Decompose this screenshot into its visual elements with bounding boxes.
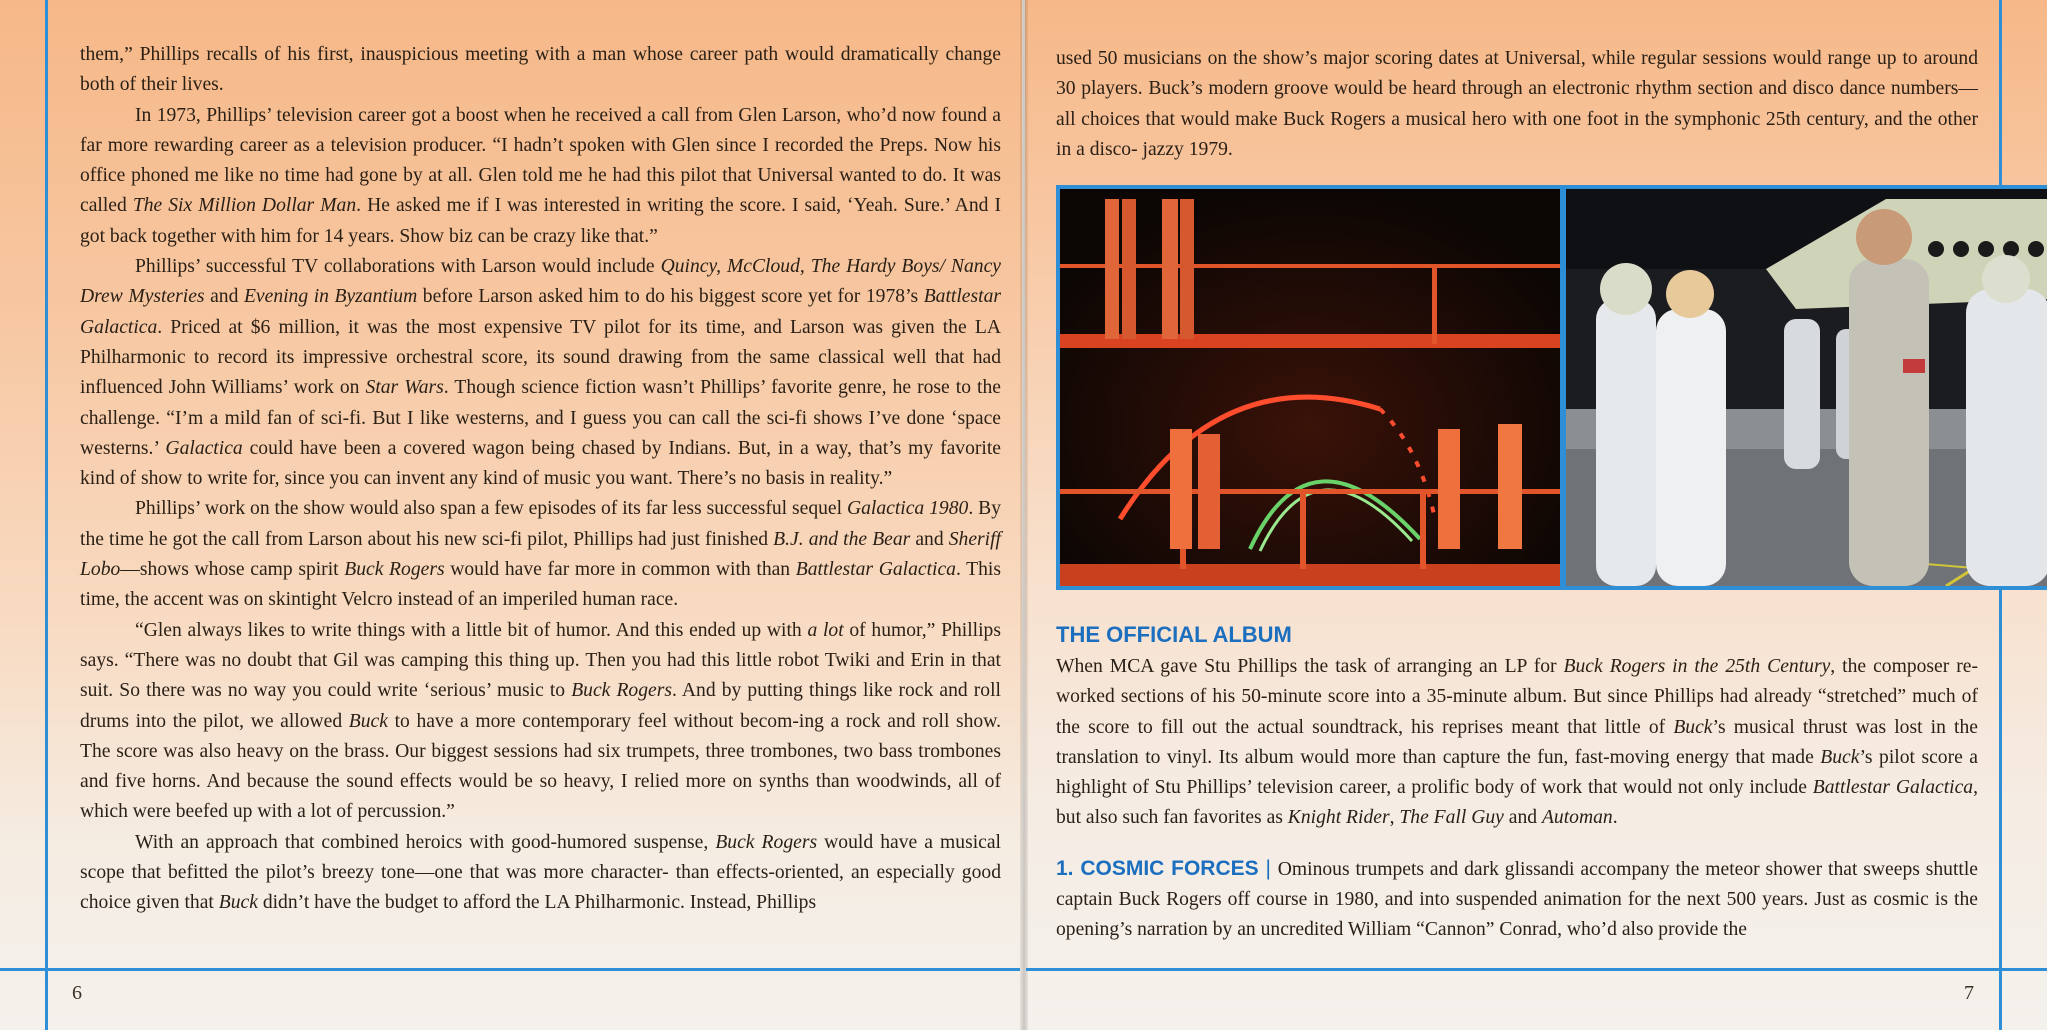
left-body-text (80, 40, 1001, 919)
track-title: 1. COSMIC FORCES (1056, 856, 1259, 880)
paragraph: Phillips’ successful TV collaborations with Larson would include Quincy, McCloud, The Hardy Boys/ Nancy Drew Mysteries and Evening in Byzantium before Larson asked him to do his biggest score yet for 1978’s Battlestar Galactica. Priced at $6 million, it was the most expensive TV pilot for its time, and Larson was given the LA Philharmonic to record its impressive orchestral score, its sound drawing from the same classical well that had influenced John Williams’ work on Star Wars. Though science fiction wasn’t Phillips’ favorite genre, he rose to the challenge. “I’m a mild fan of sci-fi. But I like westerns, and I guess you can call the sci-fi shows I’ve done ‘space westerns.’ Galactica could have been a covered wagon being chased by Indians. But, in a way, that’s my favorite kind of show to write for, since you can invent any kind of music you want. There’s no basis in reality.” (80, 256, 1001, 490)
paragraph: In 1973, Phillips’ television career got a boost when he received a call from Glen Larson, who’d now found a far more rewarding career as a television producer. “I hadn’t spoken with Glen since I recorded the Preps. Now his office phoned me like no time had gone by at all. Glen told me he had this pilot that Universal wanted to do. It was called The Six Million Dollar Man. He asked me if I was interested in writing the score. I said, ‘Yeah. Sure.’ And I got back together with him for 14 years. Show biz can be crazy like that.” (80, 104, 1001, 247)
paragraph: 1. COSMIC FORCES | Ominous trumpets and dark glissandi accompany the meteor shower that sweeps shuttle captain Buck Rogers off course in 1980, and into suspended animation for the next 500 years. Just as cosmic is the opening’s narration by an uncredited William “Cannon” Conrad, who’d also provide the (1056, 856, 1978, 941)
paragraph: Phillips’ work on the show would also span a few episodes of its far less successful sequel Galactica 1980. By the time he got the call from Larson about his new sci-fi pilot, Phillips had just finished B.J. and the Bear and Sheriff Lobo—shows whose camp spirit Buck Rogers would have far more in common with than Battlestar Galactica. This time, the accent was on skintight Velcro instead of an imperiled human race. (80, 498, 1001, 611)
right-bottom-rule (1026, 968, 2047, 971)
paragraph: them,” Phillips recalls of his first, inauspicious meeting with a man whose career path would dramatically change both of their lives. (80, 44, 1001, 96)
page-number-left: 6 (72, 982, 82, 1004)
photo-space-crew (1566, 189, 2047, 586)
section-heading: THE OFFICIAL ALBUM (1056, 622, 1292, 647)
paragraph: With an approach that combined heroics with good-humored suspense, Buck Rogers would have a musical scope that befitted the pilot’s breezy tone—one that was more character- than effects-oriented, an especially good choice given that Buck didn’t have the budget to afford the LA Philharmonic. Instead, Phillips (80, 831, 1001, 914)
paragraph: used 50 musicians on the show’s major scoring dates at Universal, while regular sessions would range up to around 30 players. Buck’s modern groove would be heard through an electronic rhythm section and disco dance numbers—all choices that would make Buck Rogers a musical hero with one foot in the symphonic 25th century, and the other in a disco- jazzy 1979. (1056, 48, 1978, 160)
stage-scene-illustration (1060, 189, 1560, 586)
paragraph: When MCA gave Stu Phillips the task of arranging an LP for Buck Rogers in the 25th Century, the composer re-worked sections of his 50-minute score into a 35-minute album. But since Phillips had already “stretched” much of the score to fill out the actual soundtrack, his reprises meant that little of Buck’s musical thrust was lost in the translation to vinyl. Its album would more than capture the fun, fast-moving energy that made Buck’s pilot score a highlight of Stu Phillips’ television career, a prolific body of work that would not only include Battlestar Galactica, but also such fan favorites as Knight Rider, The Fall Guy and Automan. (1056, 656, 1978, 829)
track-separator: | (1258, 856, 1278, 880)
photo-stage-scene (1060, 189, 1560, 586)
left-bottom-rule (0, 968, 1020, 971)
paragraph: “Glen always likes to write things with a little bit of humor. And this ended up with a lot of humor,” Phillips says. “There was no doubt that Gil was camping this thing up. Then you had this little robot Twiki and Erin in that suit. So there was no way you could write ‘serious’ music to Buck Rogers. And by putting things like rock and roll drums into the pilot, we allowed Buck to have a more contemporary feel without becom-ing a rock and roll show. The score was also heavy on the brass. Our biggest sessions had six trumpets, three trombones, two bass trombones and five horns. And because the sound effects would be so heavy, I relied more on synths than woodwinds, all of which were beefed up with a lot of percussion.” (80, 619, 1001, 823)
right-bottom-text (1056, 652, 1978, 946)
left-margin-rule (45, 0, 48, 1030)
space-crew-illustration (1566, 189, 2047, 586)
page-number-right: 7 (1964, 982, 1974, 1004)
right-top-text (1056, 44, 1978, 165)
book-gutter (1020, 0, 1028, 1030)
